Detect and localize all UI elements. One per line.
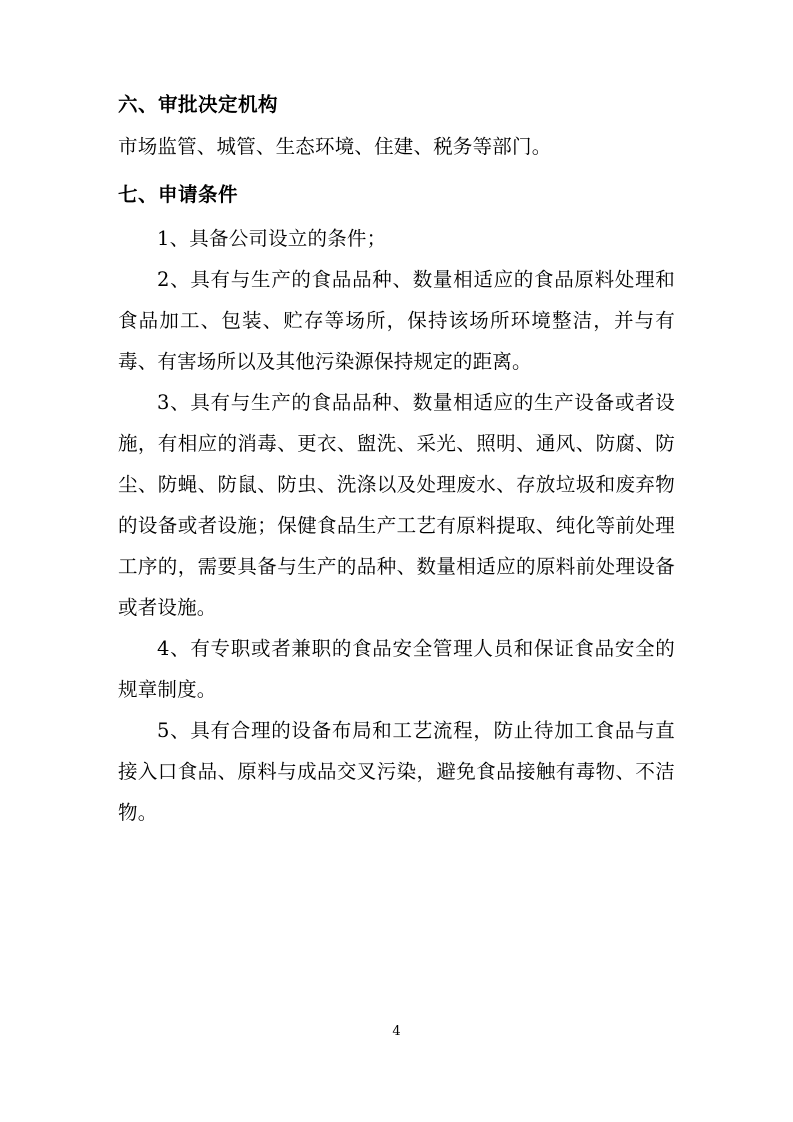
section-seven-paragraph-3: 3、具有与生产的食品品种、数量相适应的生产设备或者设施，有相应的消毒、更衣、盥洗、采光、照明、通风、防腐、防尘、防蝇、防鼠、防虫、洗涤以及处理废水、存放垃圾和废弃物的设备或者设施；保健食品生产工艺有原料提取、纯化等前处理工序的，需要具备与生产的品种、数量相适应的原料前处理设备或者设施。: [118, 391, 675, 619]
section-seven-paragraph-5: 5、具有合理的设备布局和工艺流程，防止待加工食品与直接入口食品、原料与成品交叉污染，避免食品接触有毒物、不洁物。: [118, 719, 675, 824]
section-six-paragraph-1: 市场监管、城管、生态环境、住建、税务等部门。: [118, 135, 552, 158]
section-seven-paragraph-2: 2、具有与生产的食品品种、数量相适应的食品原料处理和食品加工、包装、贮存等场所，保持该场所环境整洁，并与有毒、有害场所以及其他污染源保持规定的距离。: [118, 268, 675, 373]
section-heading-seven: 七、申请条件: [118, 183, 239, 206]
document-body: [118, 88, 675, 833]
section-heading-six: 六、审批决定机构: [118, 93, 279, 116]
section-seven-paragraph-4: 4、有专职或者兼职的食品安全管理人员和保证食品安全的规章制度。: [118, 637, 675, 701]
section-seven-paragraph-1: 1、具备公司设立的条件；: [157, 227, 387, 250]
page-number: 4: [392, 1024, 401, 1039]
